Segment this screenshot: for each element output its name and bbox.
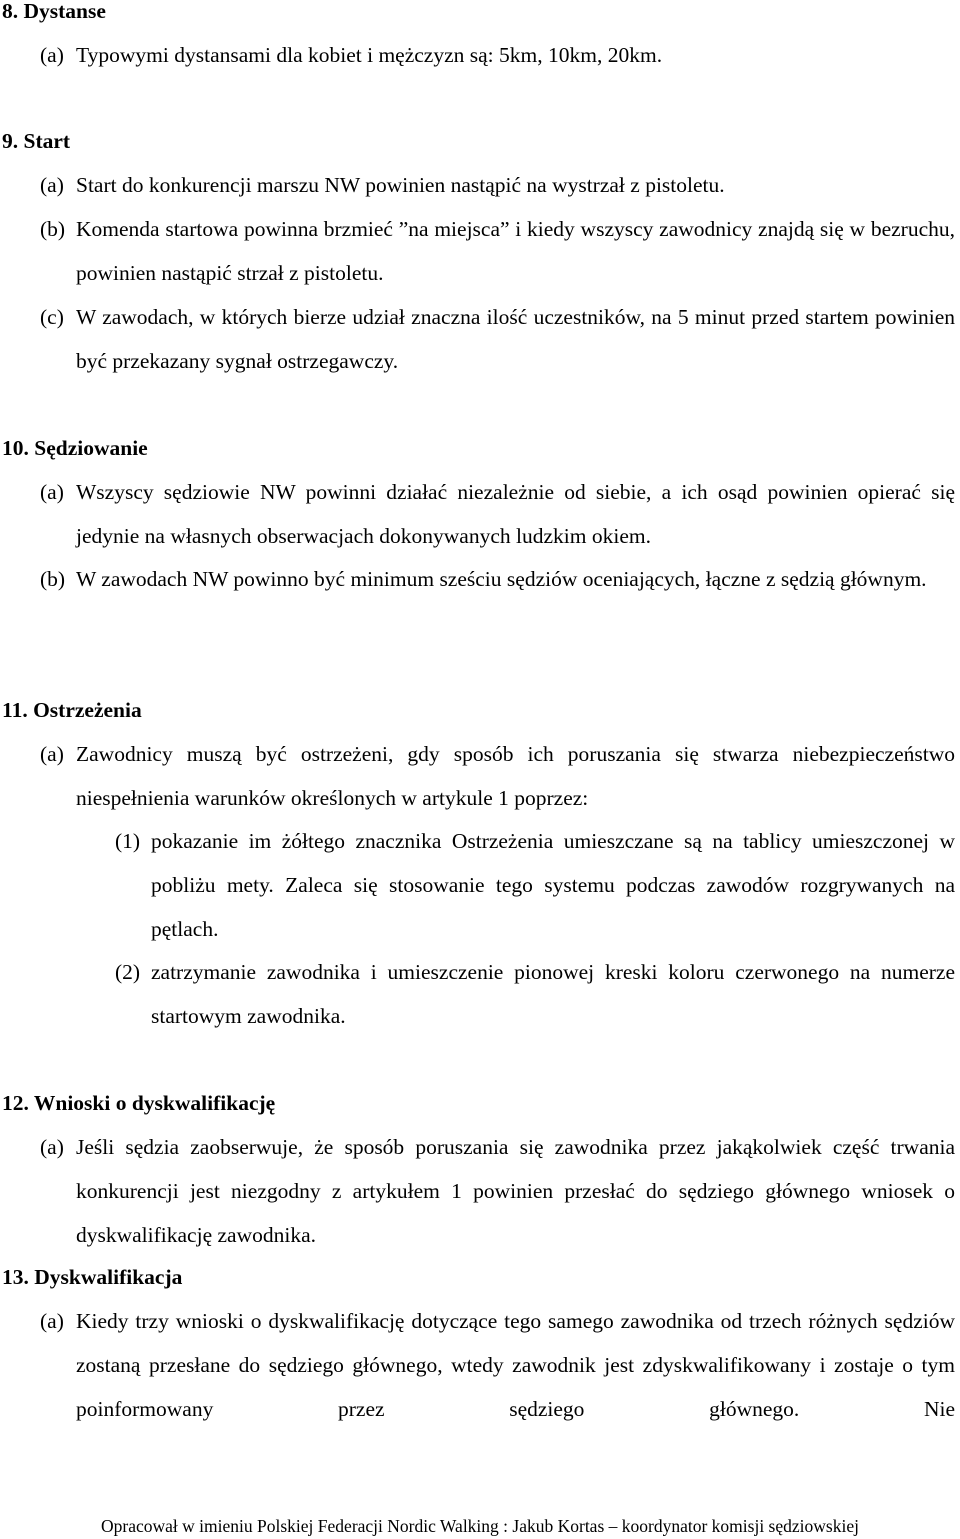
item-label: (a) — [40, 480, 64, 504]
item-text: Start do konkurencji marszu NW powinien nastąpić na wystrzał z pistoletu. — [76, 173, 725, 197]
item-text: Kiedy trzy wnioski o dyskwalifikację dotyczące tego samego zawodnika od trzech różnych sędziów zostaną przesłane do sędziego głównego, wtedy zawodnik jest zdyskwalifikowany i zostaje o tym poinformowany przez sędziego głównego. Nie — [76, 1309, 955, 1421]
list-item — [40, 163, 955, 207]
item-text: Typowymi dystansami dla kobiet i mężczyzn są: 5km, 10km, 20km. — [76, 43, 663, 67]
sub-list-item — [115, 950, 955, 1038]
section-heading-9 — [2, 128, 70, 154]
section-title: Ostrzeżenia — [33, 698, 142, 722]
item-label: (a) — [40, 1309, 64, 1333]
item-text: Zawodnicy muszą być ostrzeżeni, gdy sposób ich poruszania się stwarza niebezpieczeństwo niespełnienia warunków określonych w artykule 1 poprzez: — [76, 742, 955, 810]
section-number: 13. — [2, 1265, 29, 1289]
item-label: (a) — [40, 173, 64, 197]
item-text: W zawodach NW powinno być minimum sześciu sędziów oceniających, łączne z sędzią głównym. — [76, 567, 927, 591]
item-label: (b) — [40, 567, 66, 591]
section-heading-13 — [2, 1264, 182, 1290]
list-item — [40, 470, 955, 558]
item-label: (a) — [40, 43, 64, 67]
subitem-text: pokazanie im żółtego znacznika Ostrzeżenia umieszczane są na tablicy umieszczonej w pobliżu mety. Zaleca się stosowanie tego systemu podczas zawodów rozgrywanych na pętlach. — [151, 829, 955, 941]
list-item — [40, 207, 955, 295]
sub-list-item — [115, 819, 955, 951]
list-item — [40, 295, 955, 383]
section-number: 10. — [2, 436, 29, 460]
section-number: 11. — [2, 698, 28, 722]
list-item — [40, 1125, 955, 1257]
item-text: Jeśli sędzia zaobserwuje, że sposób poruszania się zawodnika przez jakąkolwiek część trwania konkurencji jest niezgodny z artykułem 1 powinien przesłać do sędziego głównego wniosek o dyskwalifikację zawodnika. — [76, 1135, 955, 1247]
page-footer: Opracował w imieniu Polskiej Federacji Nordic Walking : Jakub Kortas – koordynator komisji sędziowskiej — [101, 1516, 859, 1536]
section-title: Dystanse — [23, 0, 106, 23]
subitem-text: zatrzymanie zawodnika i umieszczenie pionowej kreski koloru czerwonego na numerze startowym zawodnika. — [151, 960, 955, 1028]
subitem-label: (2) — [115, 960, 141, 984]
section-title: Sędziowanie — [34, 436, 148, 460]
section-title: Wnioski o dyskwalifikację — [33, 1091, 276, 1115]
list-item — [40, 33, 955, 77]
section-number: 12. — [2, 1091, 29, 1115]
list-item — [40, 557, 955, 601]
section-number: 8. — [2, 0, 19, 23]
item-text: W zawodach, w których bierze udział znaczna ilość uczestników, na 5 minut przed startem powinien być przekazany sygnał ostrzegawczy. — [76, 305, 955, 373]
item-label: (b) — [40, 217, 66, 241]
list-item — [40, 1299, 955, 1431]
item-label: (a) — [40, 742, 64, 766]
section-heading-8 — [2, 0, 106, 24]
section-heading-10 — [2, 435, 148, 461]
section-title: Dyskwalifikacja — [34, 1265, 183, 1289]
section-title: Start — [23, 129, 71, 153]
item-label: (c) — [40, 305, 64, 329]
item-text: Wszyscy sędziowie NW powinni działać niezależnie od siebie, a ich osąd powinien opierać się jedynie na własnych obserwacjach dokonywanych ludzkim okiem. — [76, 480, 955, 548]
item-label: (a) — [40, 1135, 64, 1159]
section-heading-12 — [2, 1090, 275, 1116]
section-number: 9. — [2, 129, 19, 153]
list-item — [40, 732, 955, 820]
section-heading-11 — [2, 697, 142, 723]
subitem-label: (1) — [115, 829, 141, 853]
item-text: Komenda startowa powinna brzmieć ”na miejsca” i kiedy wszyscy zawodnicy znajdą się w bezruchu, powinien nastąpić strzał z pistoletu. — [76, 217, 955, 285]
